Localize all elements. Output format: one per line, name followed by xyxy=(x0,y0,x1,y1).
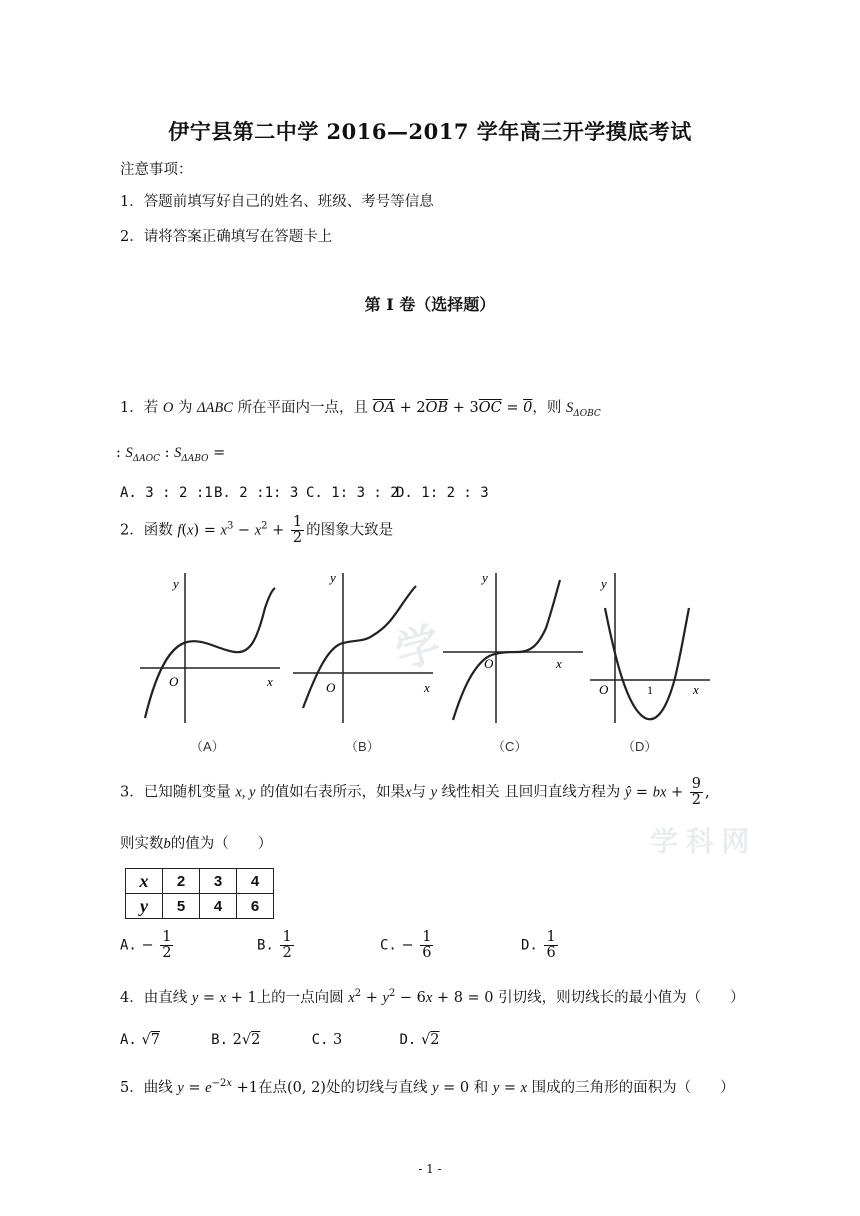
axis-y-label: y xyxy=(330,570,336,585)
graph-b xyxy=(288,568,438,728)
table-cell: 6 xyxy=(237,894,274,919)
axis-y-label: y xyxy=(482,570,488,585)
graph-b-caption: （B） xyxy=(345,739,380,754)
q3-option-c: C. − $\frac{1}{6}$ xyxy=(380,929,432,962)
axis-x-label: x xyxy=(556,656,562,671)
question-3: 3．已知随机变量 x, y 的值如右表所示，如果x与 y 线性相关 且回归直线方程为 ŷ = bx + $\frac{9}{2}$ , xyxy=(120,776,710,809)
section-title: 第 I 卷（选择题） xyxy=(364,295,496,314)
origin-label: O xyxy=(169,674,179,689)
graph-c xyxy=(438,568,588,728)
table-cell: 3 xyxy=(200,869,237,894)
notes-item-2: 2．请将答案正确填写在答题卡上 xyxy=(120,229,333,245)
tick-one-label: 1 xyxy=(647,683,653,697)
origin-label: O xyxy=(326,680,336,695)
graph-d-caption: （D） xyxy=(622,739,658,754)
table-header-x: x xyxy=(126,869,163,894)
table-cell: 5 xyxy=(163,894,200,919)
origin-label: O xyxy=(599,682,609,697)
graph-d xyxy=(585,568,715,728)
graph-a-caption: （A） xyxy=(190,739,225,754)
question-5: 5．曲线 $y = e^{-2x} +1$在点(0, 2)处的切线与直线 y = 0 和 y = x 围成的三角形的面积为（ ） xyxy=(120,1078,735,1096)
notes-heading: 注意事项： xyxy=(120,162,193,178)
page-number: - 1 - xyxy=(418,1162,442,1176)
question-3-line2: 则实数b的值为（ ） xyxy=(120,836,273,852)
table-cell: 4 xyxy=(237,869,274,894)
question-1-ratio: : $S_{\Delta AOC}$ : $S_{\Delta ABO}$ = xyxy=(116,445,226,464)
q1-option-c: C. 1: 3 : 2 xyxy=(306,485,399,501)
page-title: 伊宁县第二中学 2016—2017 学年高三开学摸底考试 xyxy=(168,119,692,144)
xy-table xyxy=(125,868,274,919)
table-cell: 2 xyxy=(163,869,200,894)
table-cell: 4 xyxy=(200,894,237,919)
notes-item-1: 1．答题前填写好自己的姓名、班级、考号等信息 xyxy=(120,194,434,210)
table-header-y: y xyxy=(126,894,163,919)
axis-y-label: y xyxy=(601,576,607,591)
question-4: 4．由直线 y = x + 1上的一点向圆 $x^2 + y^2 - 6x + 8 = 0$ 引切线，则切线长的最小值为（ ） xyxy=(120,988,745,1006)
q3-option-a: A. − $\frac{1}{2}$ xyxy=(120,929,172,962)
q3-option-d: D. $\frac{1}{6}$ xyxy=(521,929,556,962)
question-1: 1．若 O 为 ΔABC 所在平面内一点，且 $\overline{OA} + 2\overline{OB} + 3\overline{OC} = 0$，则 $S_{\Delta OBC}$ xyxy=(120,400,601,419)
watermark: 学 科 网 xyxy=(650,826,750,857)
q1-option-d: D. 1: 2 : 3 xyxy=(396,485,489,501)
axis-x-label: x xyxy=(424,680,430,695)
graph-a xyxy=(135,568,285,728)
q4-options: A. √7 B. 2√2 C. 3 D. √2 xyxy=(120,1032,440,1048)
question-2: 2．函数 $f(x) = x^3 - x^2$ + $\frac{1}{2}$ 的图象大致是 xyxy=(120,514,394,547)
graph-c-caption: （C） xyxy=(492,739,528,754)
axis-y-label: y xyxy=(173,576,179,591)
axis-x-label: x xyxy=(693,682,699,697)
axis-x-label: x xyxy=(267,674,273,689)
q1-option-a: A. 3 : 2 :1 xyxy=(120,485,213,501)
q3-option-b: B. $\frac{1}{2}$ xyxy=(257,929,292,962)
watermark: 学 xyxy=(390,618,446,678)
origin-label: O xyxy=(484,656,494,671)
q1-option-b: B. 2 :1: 3 xyxy=(214,485,299,501)
